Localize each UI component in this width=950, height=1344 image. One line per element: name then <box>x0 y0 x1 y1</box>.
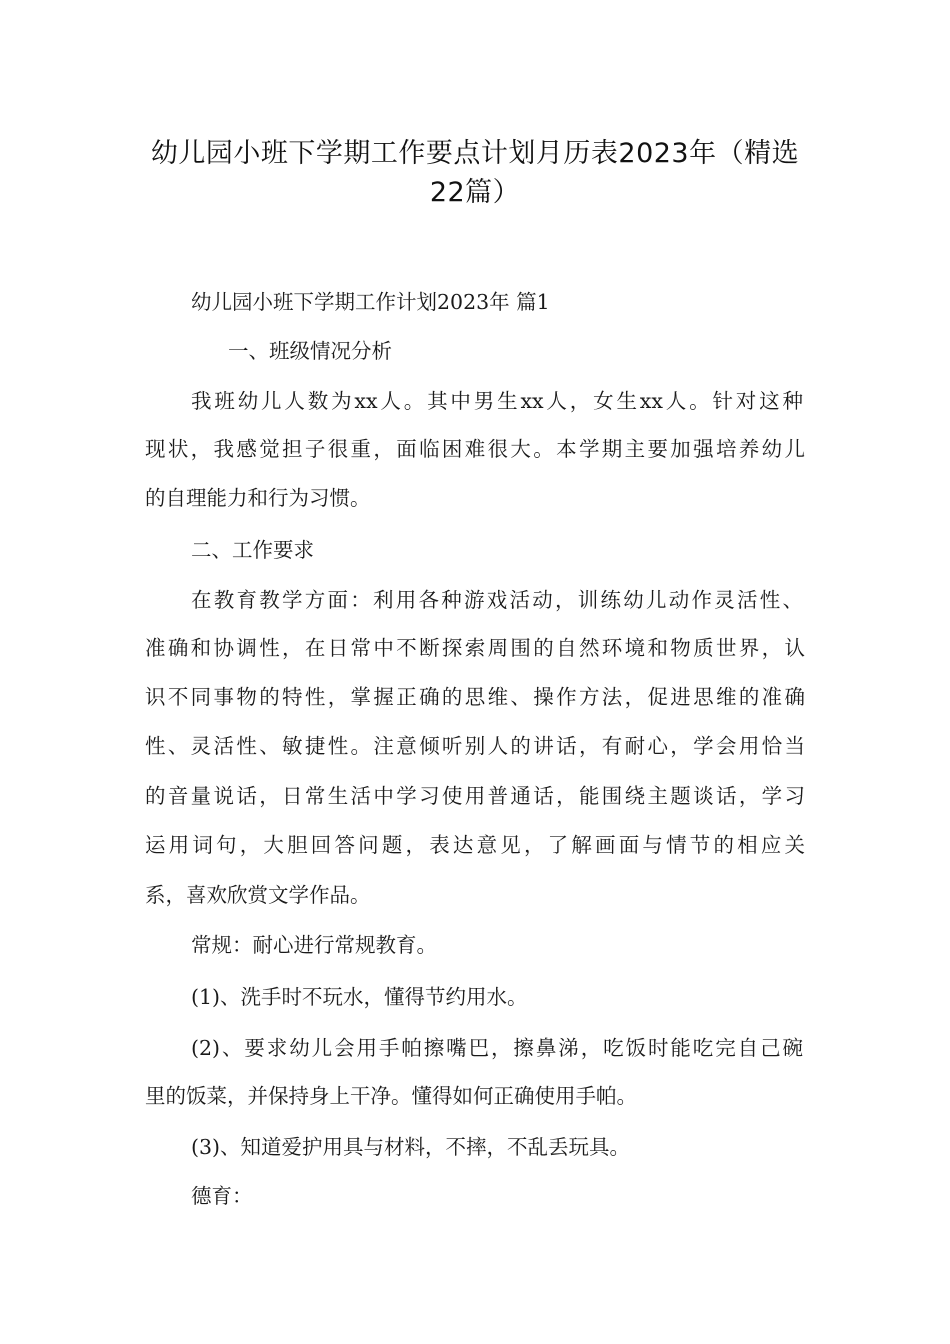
paragraph-line: 的音量说话，日常生活中学习使用普通话，能围绕主题谈话，学习 <box>145 784 805 808</box>
routine-heading: 常规：耐心进行常规教育。 <box>191 933 437 957</box>
paragraph-line: 识不同事物的特性，掌握正确的思维、操作方法，促进思维的准确 <box>145 685 805 709</box>
paragraph-line: 现状，我感觉担子很重，面临困难很大。本学期主要加强培养幼儿 <box>145 437 805 461</box>
list-item: (1)、洗手时不玩水，懂得节约用水。 <box>191 985 528 1009</box>
document-title-line-2: 22篇） <box>429 177 521 208</box>
article-subtitle: 幼儿园小班下学期工作计划2023年 篇1 <box>191 290 550 314</box>
list-item: (2)、要求幼儿会用手帕擦嘴巴，擦鼻涕，吃饭时能吃完自己碗 <box>191 1036 803 1060</box>
list-item-continuation: 里的饭菜，并保持身上干净。懂得如何正确使用手帕。 <box>145 1084 637 1108</box>
moral-education-heading: 德育： <box>191 1184 253 1208</box>
document-title-line-1: 幼儿园小班下学期工作要点计划月历表2023年（精选 <box>150 138 800 169</box>
paragraph-line: 在教育教学方面：利用各种游戏活动，训练幼儿动作灵活性、 <box>191 588 803 612</box>
paragraph-line: 我班幼儿人数为xx人。其中男生xx人，女生xx人。针对这种 <box>191 389 803 413</box>
paragraph-line: 的自理能力和行为习惯。 <box>145 486 371 510</box>
list-item: (3)、知道爱护用具与材料，不摔，不乱丢玩具。 <box>191 1135 631 1159</box>
paragraph-line: 性、灵活性、敏捷性。注意倾听别人的讲话，有耐心，学会用恰当 <box>145 734 805 758</box>
section-heading-class-analysis: 一、班级情况分析 <box>228 339 392 363</box>
section-heading-work-requirements: 二、工作要求 <box>191 538 314 562</box>
paragraph-line: 系，喜欢欣赏文学作品。 <box>145 883 371 907</box>
paragraph-line: 运用词句，大胆回答问题，表达意见，了解画面与情节的相应关 <box>145 833 805 857</box>
paragraph-line: 准确和协调性，在日常中不断探索周围的自然环境和物质世界，认 <box>145 636 805 660</box>
